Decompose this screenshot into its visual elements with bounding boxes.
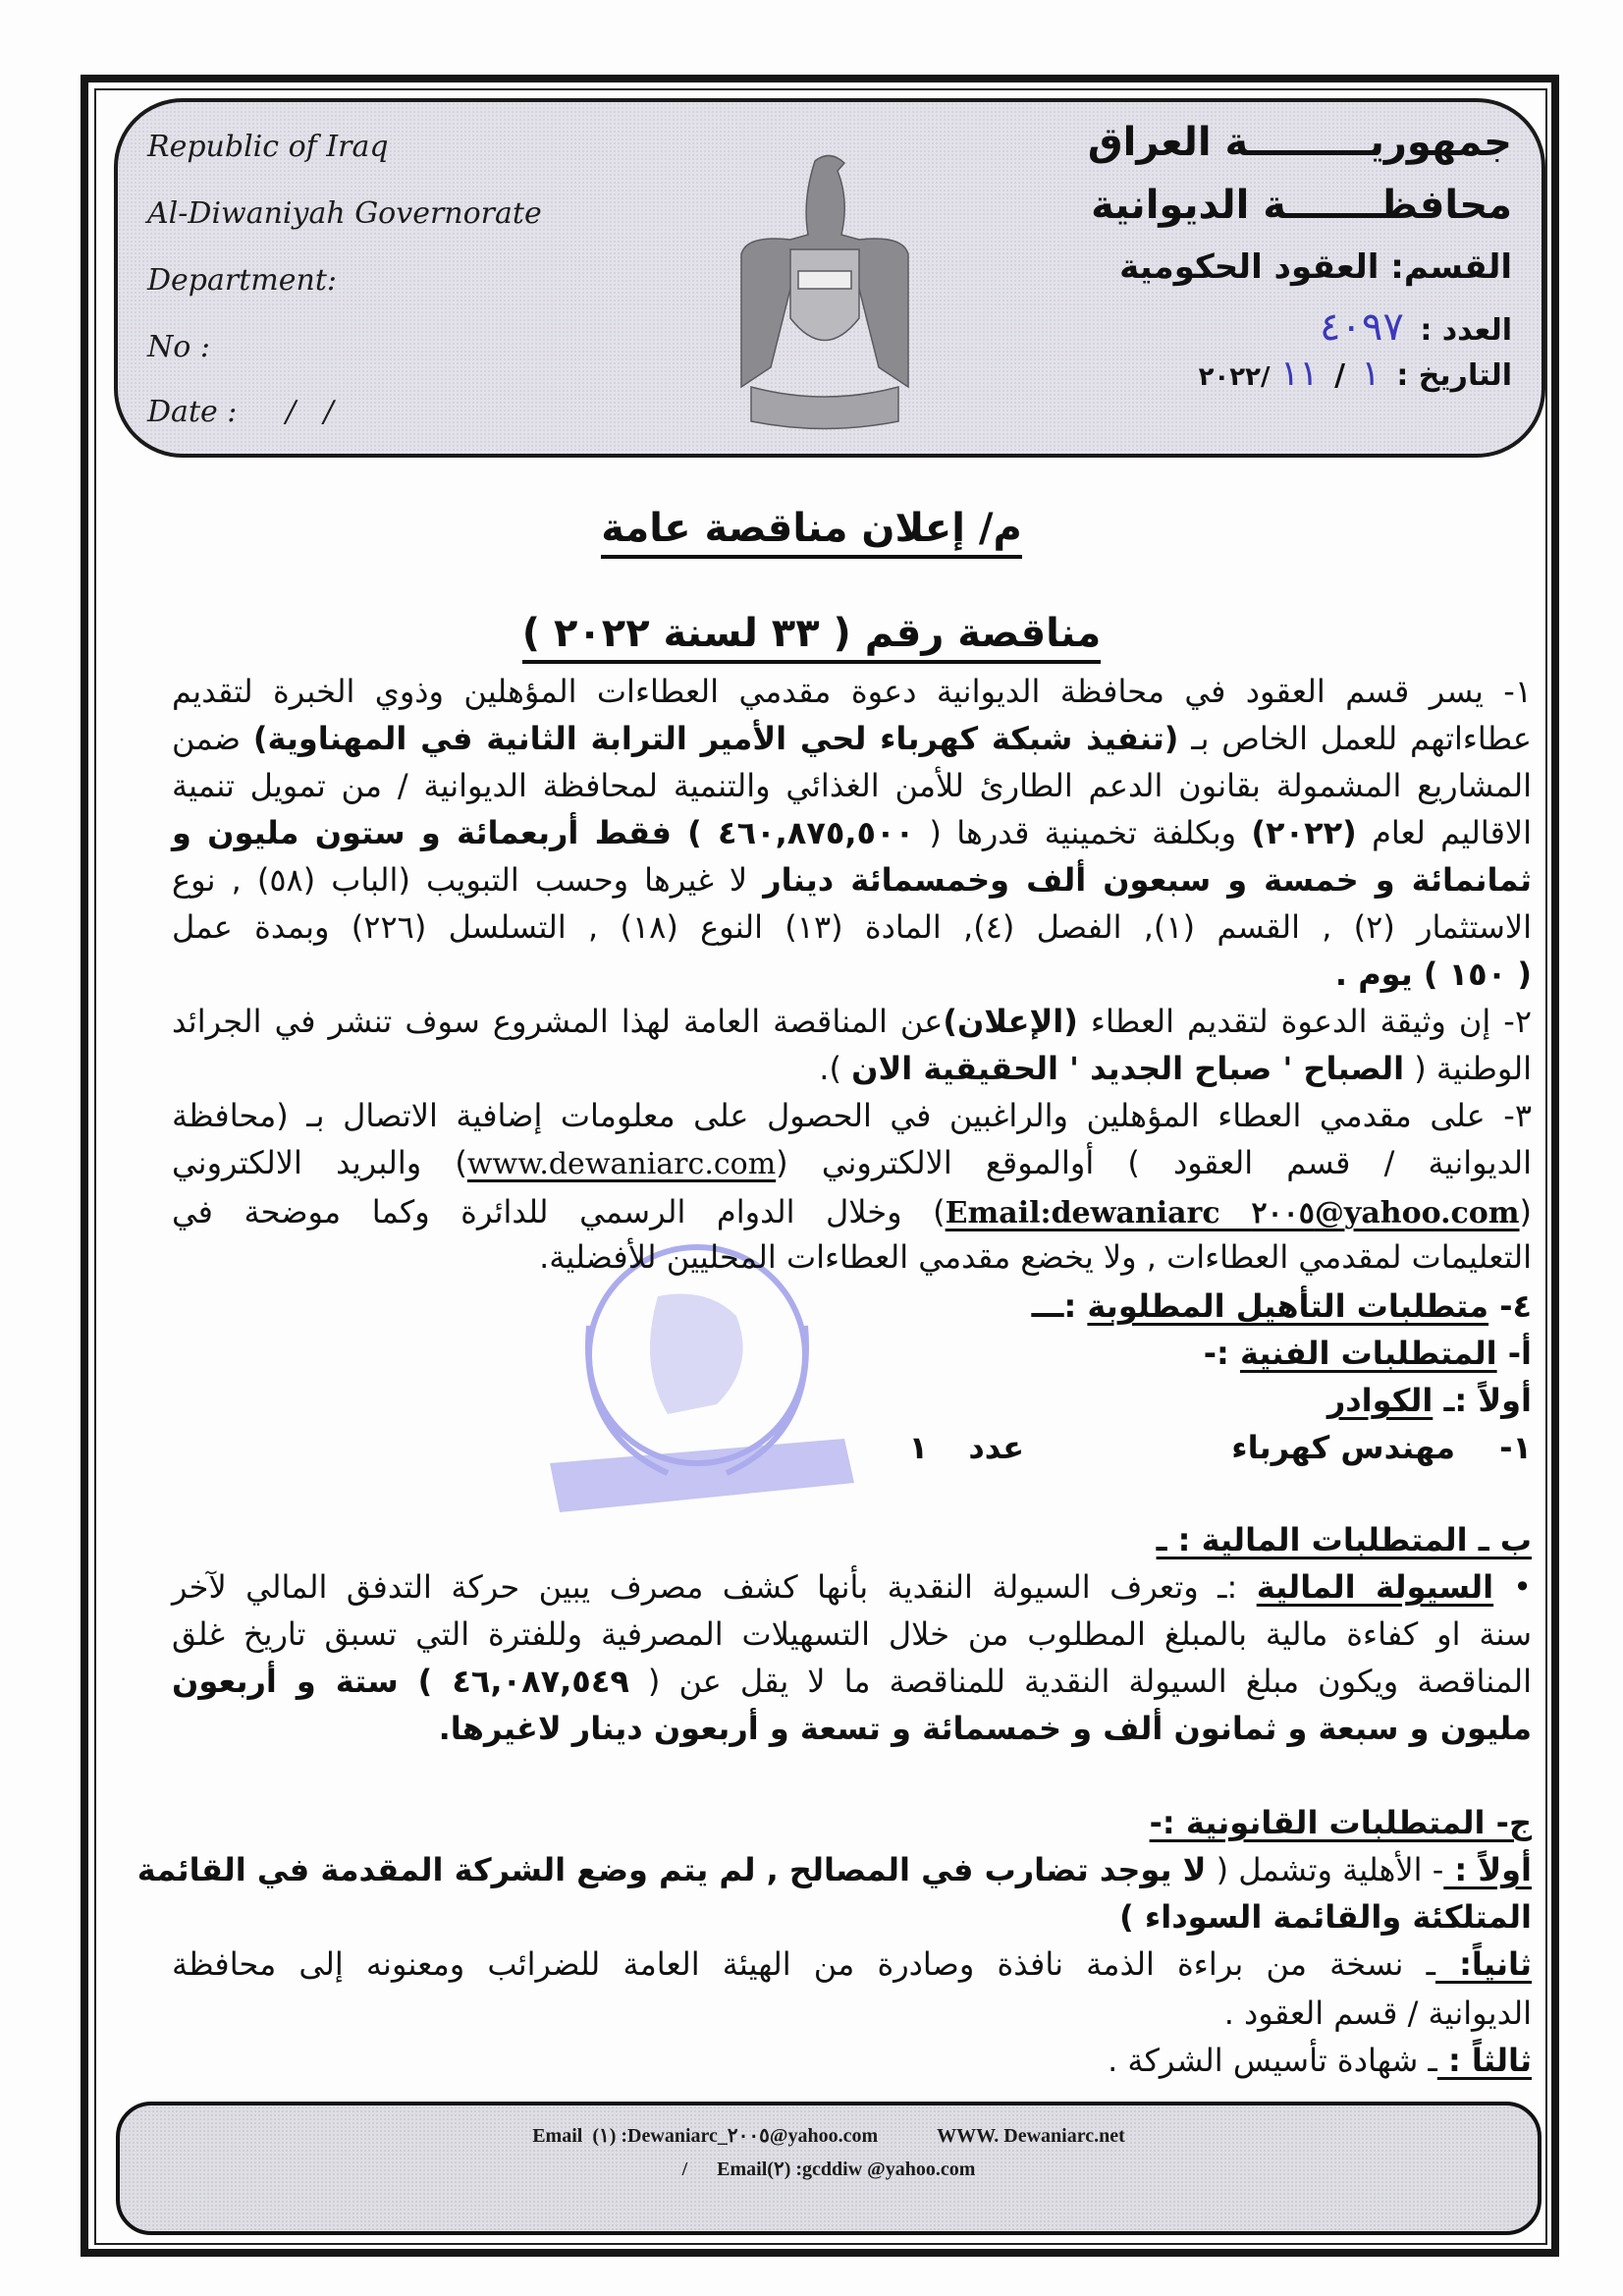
p3-l2c: ) والبريد الالكتروني — [172, 1144, 467, 1181]
s4-first-heading — [1327, 1377, 1532, 1424]
p1-line6: الاستثمار (٢) , القسم (١), الفصل (٤), المادة (١٣) النوع (١٨) , التسلسل (٢٢٦) وبمدة عمل — [172, 908, 1533, 946]
sb-l1b: :ـ وتعرف السيولة النقدية بأنها كشف مصرف يبين حركة التدفق المالي لآخر — [172, 1568, 1257, 1606]
sb-line2: سنة او كفاءة مالية بالمبلغ المطلوب من خلال التسهيلات المصرفية وللفترة التي تسبق تاريخ غلق — [172, 1615, 1532, 1653]
sc-first-l1a: - الأهلية وتشمل ( — [1206, 1851, 1444, 1888]
p1-l4c: وبكلفة تخمينية قدرها ( — [914, 814, 1252, 851]
estimated-cost-words: ) فقط أربعمائة و ستون مليون و — [172, 814, 719, 851]
email-link[interactable]: Email:dewaniarc ٢٠٠٥@yahoo.com — [945, 1196, 1520, 1230]
sc-heading-text: ج- المتطلبات القانونية :- — [1149, 1804, 1532, 1841]
footer-email-1: Email (١) :Dewaniarc_٢٠٠٥@yahoo.com — [532, 2125, 879, 2147]
ar-date-sep: / — [1334, 358, 1346, 393]
en-country: Republic of Iraq — [147, 130, 389, 164]
bullet-icon: • — [1513, 1568, 1533, 1606]
s4-first-text: الكوادر — [1326, 1382, 1434, 1419]
p1-line4 — [172, 809, 1532, 856]
sb-heading — [1157, 1516, 1532, 1563]
ar-date-month: ١١ — [1280, 354, 1319, 394]
en-date-label: Date : — [147, 395, 238, 429]
sc-third-label: ثالثاً : — [1436, 2042, 1532, 2079]
project-name: (تنفيذ شبكة كهرباء لحي الأمير الترابة الثانية في المهناوية) — [252, 720, 1179, 757]
sc-third-l1: ـ شهادة تأسيس الشركة . — [1108, 2042, 1437, 2079]
en-no-label: No : — [147, 330, 210, 364]
ar-country: جمهوريـــــــــة العراق — [1087, 120, 1512, 165]
ar-date-label: التاريخ : — [1396, 358, 1512, 393]
footer-email-2: Email(٢) :gcddiw @yahoo.com — [717, 2159, 976, 2180]
tender-number-text: مناقصة رقم ( ٣٣ لسنة ٢٠٢٢ ) — [522, 611, 1102, 664]
document-body — [136, 668, 1533, 2092]
newspapers: الصباح ' صباح الجديد ' الحقيقية الان — [851, 1050, 1405, 1087]
en-department-label: Department: — [147, 263, 337, 298]
footer-line1 — [120, 2123, 1538, 2148]
p3-line3 — [172, 1188, 1532, 1237]
p3-line1: ٣- على مقدمي العطاء المؤهلين والراغبين في الحصول على معلومات إضافية الاتصال بـ (محافظة — [172, 1097, 1532, 1134]
staff-item-1 — [172, 1424, 1532, 1471]
sb-line1 — [172, 1563, 1532, 1611]
sc-second-line1 — [172, 1941, 1532, 1988]
s4-a-tail: :- — [1203, 1335, 1240, 1372]
ar-date-day: ١ — [1361, 354, 1380, 394]
p2-announcement: (الإعلان) — [943, 1003, 1078, 1040]
announcement-title — [0, 506, 1623, 551]
staff-count-label: عدد — [968, 1429, 1025, 1466]
sc-third-line — [1108, 2037, 1532, 2084]
footer-website: WWW. Dewaniarc.net — [937, 2125, 1125, 2147]
sb-line3 — [172, 1658, 1532, 1705]
iraq-eagle-emblem-icon — [712, 141, 938, 436]
ar-number-value: ٤٠٩٧ — [1319, 304, 1404, 350]
sb-l3a: المناقصة ويكون مبلغ السيولة النقدية للمناقصة ما لا يقل عن ( — [628, 1663, 1533, 1700]
s4-heading-text: متطلبات التأهيل المطلوبة — [1087, 1287, 1489, 1325]
ar-date-row — [1199, 354, 1512, 394]
p2-l1c: عن المناقصة العامة لهذا المشروع سوف تنشر في الجرائد — [172, 1003, 944, 1040]
p1-line7: ( ١٥٠ ) يوم . — [1334, 956, 1532, 993]
p1-line1: ١- يسر قسم العقود في محافظة الديوانية دعوة مقدمي العطاءات المؤهلين وذوي الخبرة لتقديم — [172, 673, 1532, 710]
sc-first-label: أولاً : — [1443, 1851, 1532, 1888]
en-governorate: Al-Diwaniyah Governorate — [147, 196, 542, 231]
s4-first-prefix: أولاً :ـ — [1433, 1382, 1532, 1419]
en-date-slashes: / / — [285, 395, 334, 429]
estimated-cost: ٤٦٠,٨٧٥,٥٠٠ — [718, 814, 915, 851]
p2-l1a: ٢- إن وثيقة الدعوة لتقديم العطاء — [1077, 1003, 1533, 1040]
sc-first-line1 — [136, 1846, 1532, 1893]
p1-l5b: لا غيرها وحسب التبويب (الباب (٥٨) , نوع — [172, 861, 764, 899]
staff-count-value: ١ — [908, 1429, 929, 1466]
tender-number-title — [0, 611, 1623, 656]
sc-second-line2: الديوانية / قسم العقود . — [1223, 1995, 1532, 2032]
sc-second-label: ثانياً: — [1434, 1945, 1533, 1983]
footer-slash: / — [681, 2159, 688, 2180]
p2-l2c: ). — [819, 1050, 852, 1087]
estimated-cost-words-2: ثمانمائة و خمسة و سبعون ألف وخمسمائة دينار — [763, 861, 1533, 899]
s4-a-heading — [1204, 1330, 1532, 1377]
ar-date-year: /٢٠٢٢ — [1198, 362, 1271, 392]
liquidity-words: ) ستة و أربعون — [172, 1663, 453, 1700]
s4-heading — [1032, 1283, 1532, 1330]
s4-num: ٤- — [1488, 1287, 1532, 1325]
p1-line3: المشاريع المشمولة بقانون الدعم الطارئ للأمن الغذائي والتنمية لمحافظة الديوانية / من تمويل تنمية — [172, 767, 1532, 804]
sb-liquidity: السيولة المالية — [1256, 1568, 1494, 1606]
sb-line4: مليون و سبعة و ثمانون ألف و خمسمائة و تسعة و أربعون دينار لاغيرها. — [438, 1710, 1532, 1747]
footer-line2 — [120, 2157, 1538, 2181]
sc-first-line2: المتلكئة والقائمة السوداء ) — [1119, 1898, 1532, 1936]
ar-department: القسم: العقود الحكومية — [1119, 247, 1512, 287]
ar-number-label: العدد : — [1420, 313, 1512, 348]
sb-heading-text: ب ـ المتطلبات المالية : ـ — [1156, 1521, 1532, 1558]
letterhead — [114, 98, 1545, 458]
p3-line4: التعليمات لمقدمي العطاءات , ولا يخضع مقدمي العطاءات المحليين للأفضلية. — [539, 1238, 1532, 1276]
s4-tail: :ـــ — [1031, 1287, 1088, 1325]
sc-first-l1b: لا يوجد تضارب في المصالح , لم يتم وضع الشركة المقدمة في القائمة — [136, 1851, 1207, 1888]
p2-line2 — [819, 1045, 1532, 1092]
announcement-title-text: م/ إعلان مناقصة عامة — [601, 506, 1022, 559]
ar-governorate: محافظـــــــة الديوانية — [1091, 183, 1512, 228]
staff-item-number: ١- — [1499, 1429, 1532, 1466]
s4-a-text: المتطلبات الفنية — [1239, 1335, 1497, 1372]
liquidity-amount: ٤٦,٠٨٧,٥٤٩ — [452, 1663, 629, 1700]
p3-line2 — [172, 1139, 1532, 1188]
p3-l3c: ) وخلال الدوام الرسمي للدائرة وكما موضحة في — [172, 1193, 946, 1230]
p2-l2a: الوطنية ( — [1404, 1050, 1532, 1087]
p1-l4a: الاقاليم لعام — [1356, 814, 1533, 851]
ar-number-row — [1320, 304, 1512, 350]
footer-contact-box — [116, 2102, 1542, 2235]
sc-heading — [1150, 1799, 1532, 1846]
p1-l2c: ضمن — [172, 720, 253, 757]
p1-l2a: عطاءاتهم للعمل الخاص بـ — [1178, 720, 1533, 757]
staff-item-role: مهندس كهرباء — [1231, 1429, 1456, 1466]
en-date-row — [147, 395, 334, 429]
p1-line2 — [172, 715, 1532, 762]
budget-year: (٢٠٢٢) — [1251, 814, 1357, 851]
p3-l2a: الديوانية / قسم العقود ) أوالموقع الالكتروني ( — [776, 1144, 1533, 1181]
sc-second-l1: ـ نسخة من براءة الذمة نافذة وصادرة من الهيئة العامة للضرائب ومعنونه إلى محافظة — [172, 1945, 1435, 1983]
website-link[interactable]: www.dewaniarc.com — [466, 1147, 777, 1181]
p2-line1 — [172, 998, 1532, 1045]
s4-a-prefix: أ- — [1496, 1335, 1532, 1372]
p1-line5 — [172, 856, 1532, 903]
p3-l3a: ( — [1519, 1193, 1533, 1230]
